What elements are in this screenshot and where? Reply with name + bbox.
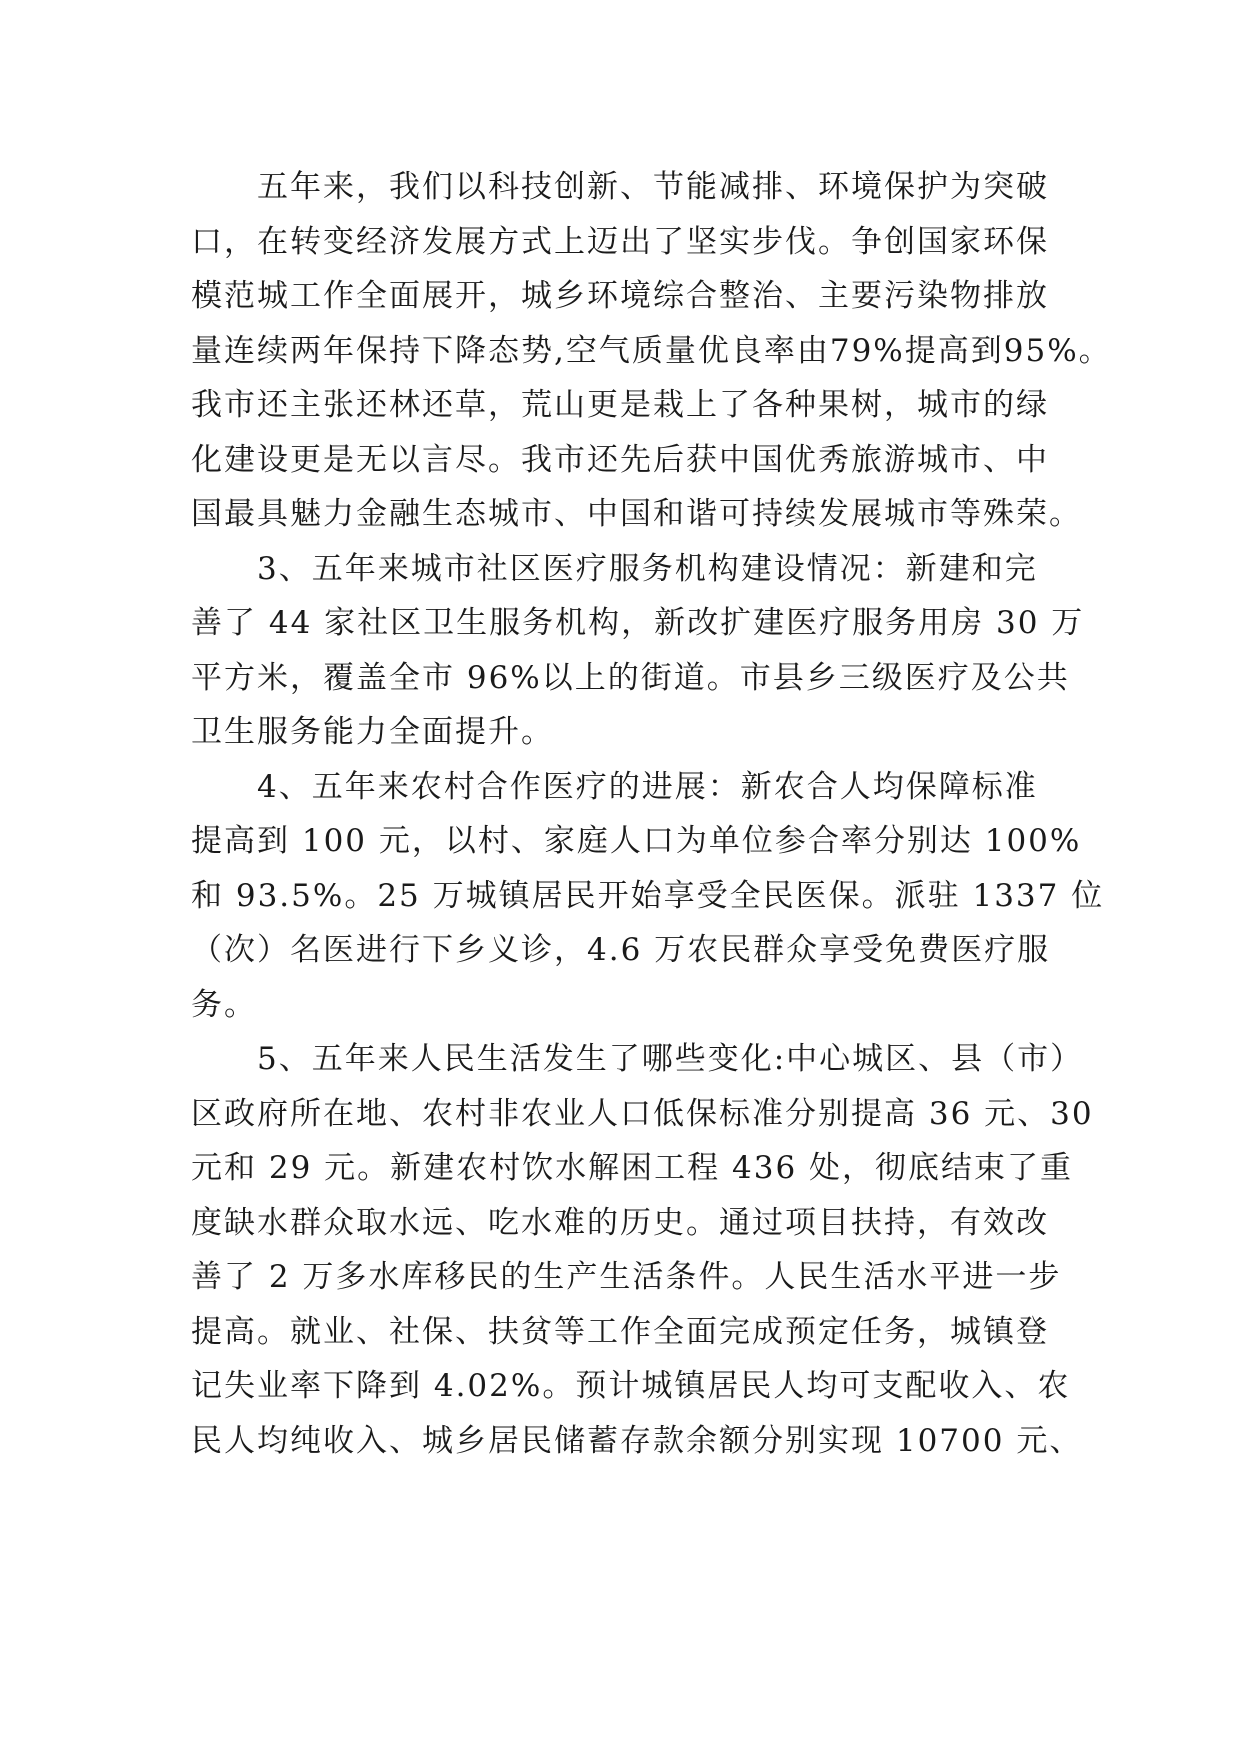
text-line: 五年来，我们以科技创新、节能减排、环境保护为突破: [257, 169, 1049, 205]
text-line: 务。: [191, 986, 257, 1023]
text-line: 善了 44 家社区卫生服务机构，新改扩建医疗服务用房 30 万: [191, 605, 1085, 641]
text-line: 3、五年来城市社区医疗服务机构建设情况：新建和完: [257, 550, 1038, 587]
document-body: [191, 160, 1112, 1468]
text-line: 民人均纯收入、城乡居民储蓄存款余额分别实现 10700 元、: [191, 1422, 1083, 1459]
paragraph-environment: [191, 160, 1112, 542]
paragraph-living-changes: [191, 1032, 1094, 1468]
text-line: 卫生服务能力全面提升。: [191, 714, 554, 750]
text-line: 口，在转变经济发展方式上迈出了坚实步伐。争创国家环保: [191, 223, 1049, 260]
text-line: 国最具魅力金融生态城市、中国和谐可持续发展城市等殊荣。: [191, 496, 1082, 532]
text-line: 我市还主张还林还草，荒山更是栽上了各种果树，城市的绿: [191, 387, 1049, 423]
text-line: 区政府所在地、农村非农业人口低保标准分别提高 36 元、30: [191, 1095, 1094, 1132]
text-line: 量连续两年保持下降态势,空气质量优良率由79%提高到95%。: [191, 332, 1112, 369]
text-line: 元和 29 元。新建农村饮水解困工程 436 处，彻底结束了重: [191, 1150, 1074, 1186]
text-line: （次）名医进行下乡义诊，4.6 万农民群众享受免费医疗服: [191, 932, 1051, 968]
text-line: 提高。就业、社保、扶贫等工作全面完成预定任务，城镇登: [191, 1313, 1049, 1350]
text-line: 平方米，覆盖全市 96%以上的街道。市县乡三级医疗及公共: [191, 659, 1070, 696]
paragraph-rural-cooperative-medical: [191, 760, 1105, 1033]
text-line: 4、五年来农村合作医疗的进展：新农合人均保障标准: [257, 768, 1038, 805]
text-line: 度缺水群众取水远、吃水难的历史。通过项目扶持，有效改: [191, 1204, 1049, 1241]
text-line: 提高到 100 元，以村、家庭人口为单位参合率分别达 100%: [191, 823, 1082, 859]
text-line: 善了 2 万多水库移民的生产生活条件。人民生活水平进一步: [191, 1259, 1062, 1295]
text-line: 5、五年来人民生活发生了哪些变化:中心城区、县（市）: [257, 1041, 1084, 1077]
text-line: 模范城工作全面展开，城乡环境综合整治、主要污染物排放: [191, 278, 1049, 314]
text-line: 化建设更是无以言尽。我市还先后获中国优秀旅游城市、中: [191, 441, 1049, 478]
paragraph-community-medical: [191, 542, 1085, 760]
text-line: 记失业率下降到 4.02%。预计城镇居民人均可支配收入、农: [191, 1368, 1071, 1404]
text-line: 和 93.5%。25 万城镇居民开始享受全民医保。派驻 1337 位: [191, 877, 1105, 914]
